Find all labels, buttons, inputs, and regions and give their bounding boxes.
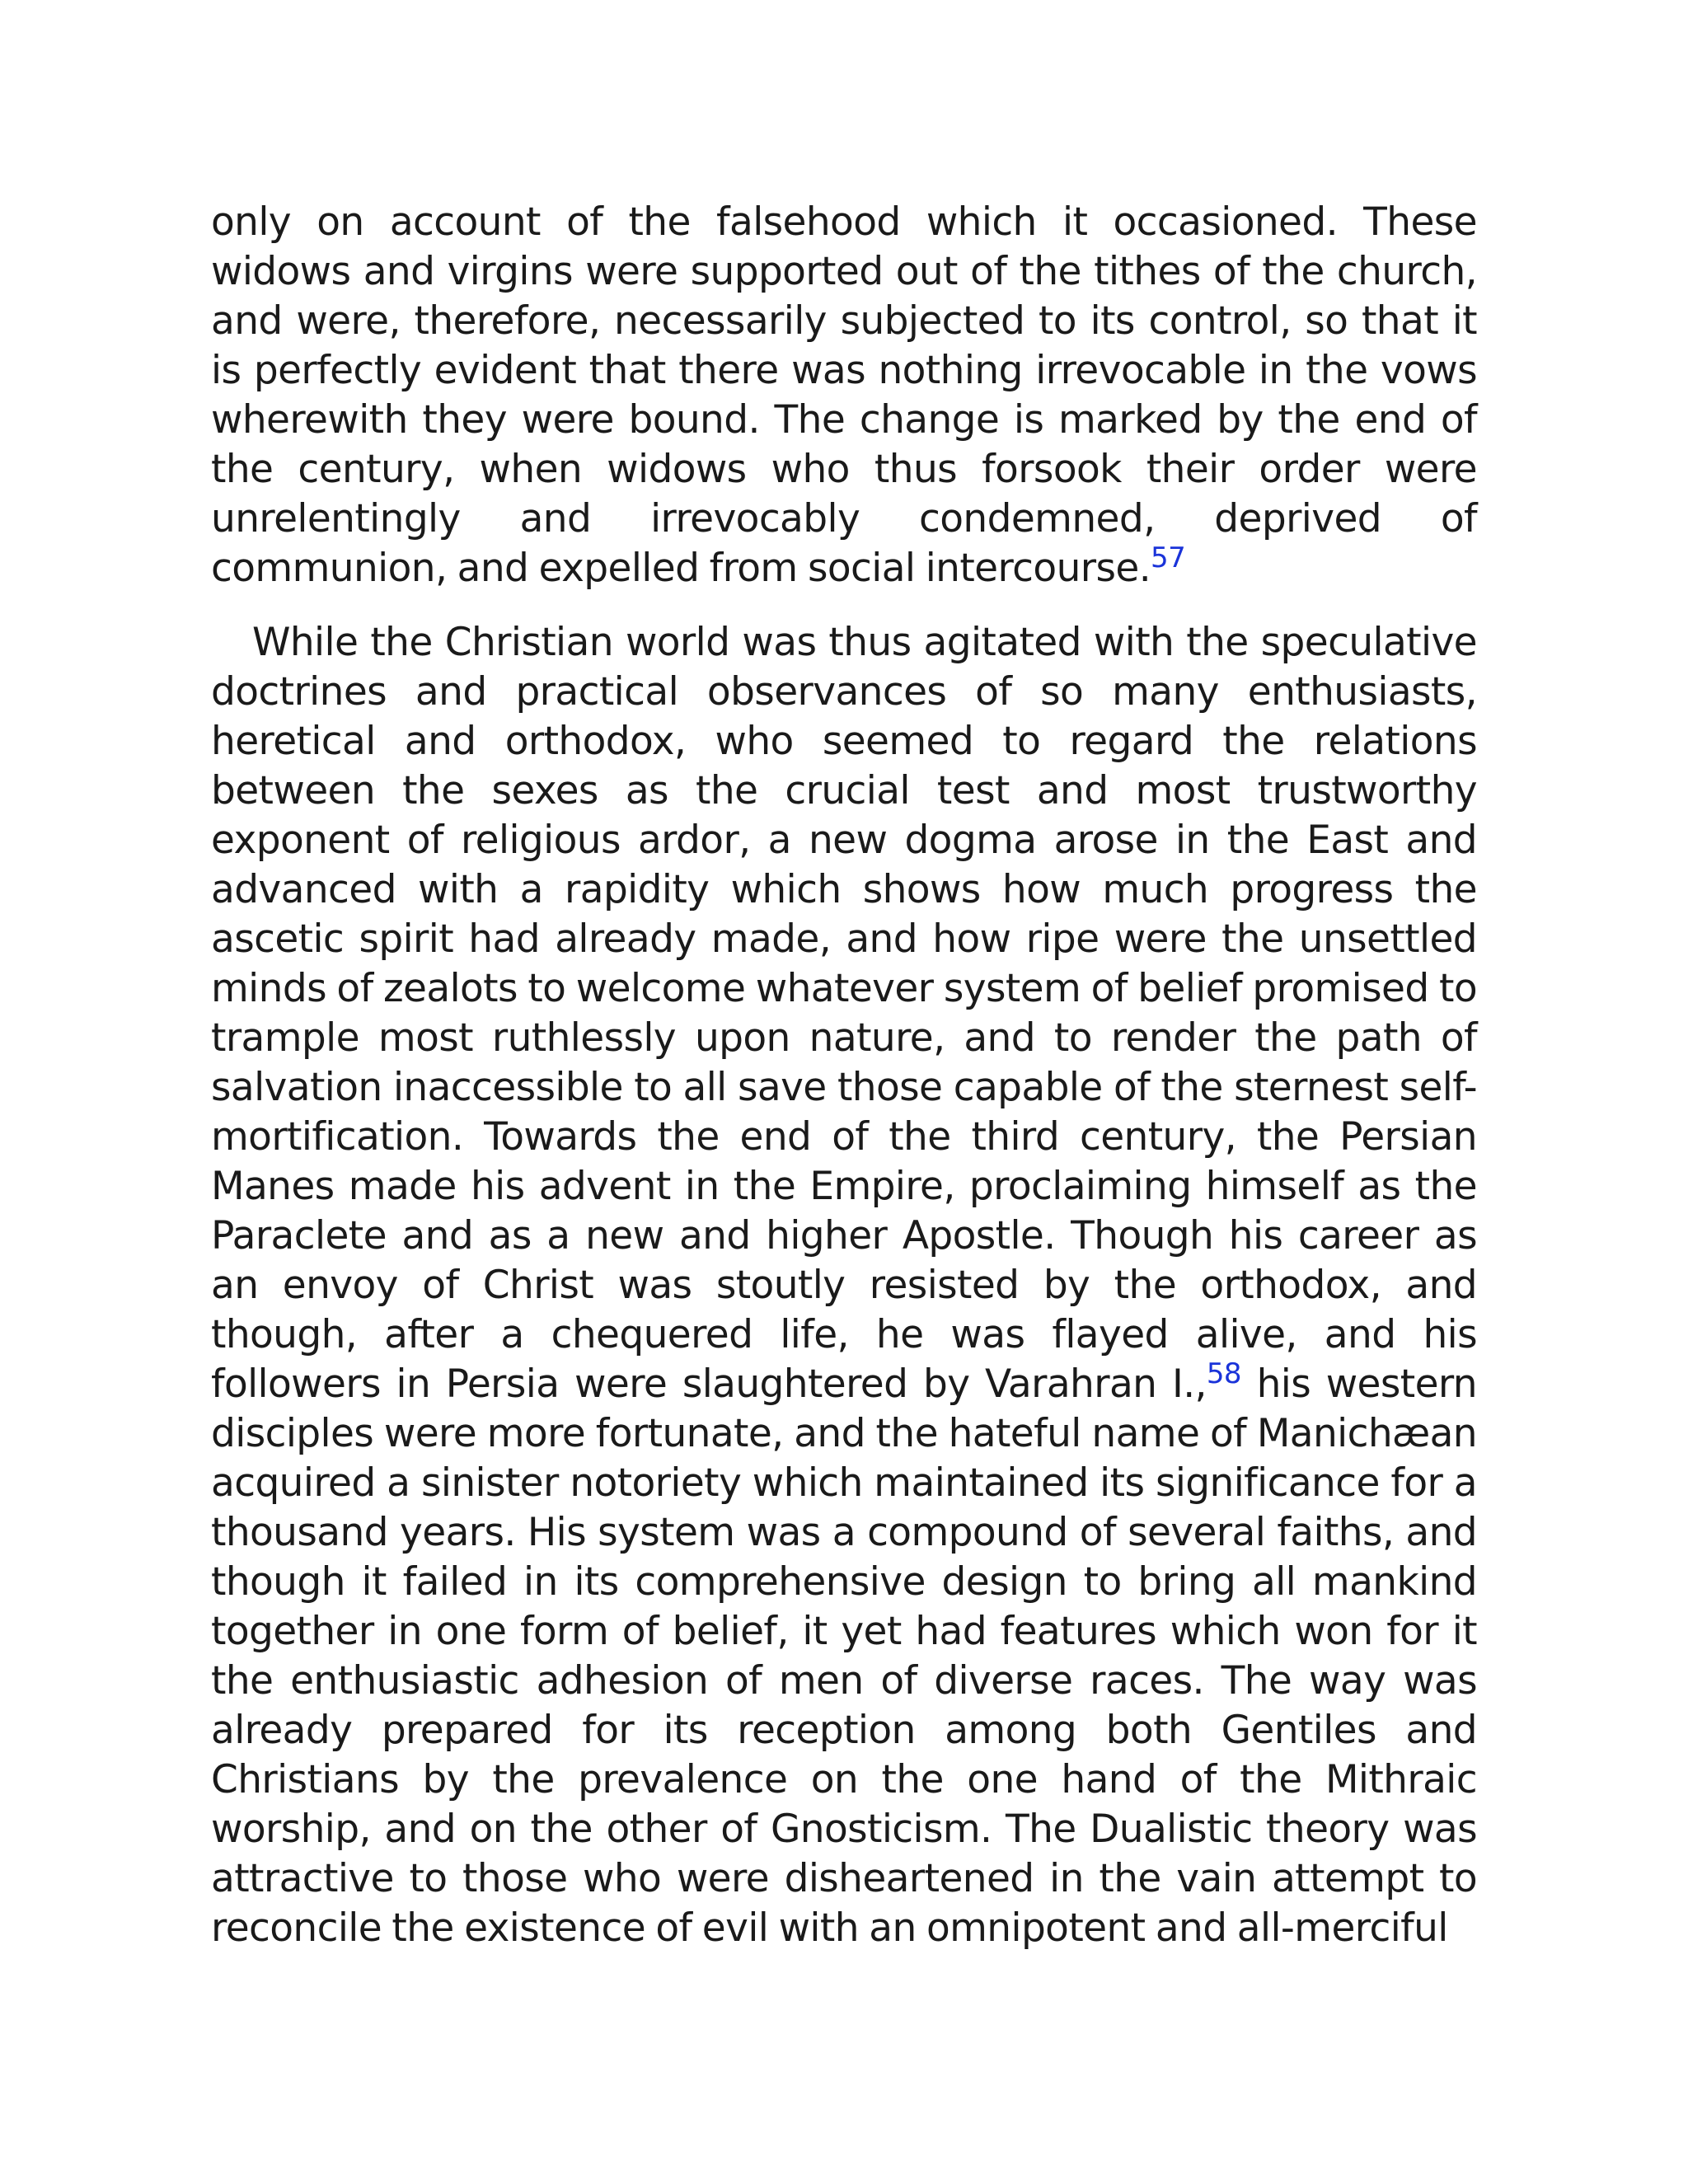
paragraph-1 xyxy=(211,198,1477,593)
page-body xyxy=(211,198,1477,1953)
footnote-link-58[interactable]: 58 xyxy=(1206,1357,1241,1390)
paragraph-text: only on account of the falsehood which it occasioned. These widows and virgins were supported out of the tithes of the church, and were, therefore, necessarily subjected to its control, so that it is perfectly evident that there was nothing irrevocable in the vows wherewith they were bound. The change is marked by the end of the century, when widows who thus forsook their order were unrelentingly and irrevocably condemned, deprived of communion, and expelled from social intercourse. xyxy=(211,199,1477,591)
paragraph-text: While the Christian world was thus agitated with the speculative doctrines and practical observances of so many enthusiasts, heretical and orthodox, who seemed to regard the relations between the sexes as the crucial test and most trustworthy exponent of religious ardor, a new dogma arose in the East and advanced with a rapidity which shows how much progress the ascetic spirit had already made, and how ripe were the unsettled minds of zealots to welcome whatever system of belief promised to trample most ruthlessly upon nature, and to render the path of salvation inaccessible to all save those capable of the sternest self-mortification. Towards the end of the third century, the Persian Manes made his advent in the Empire, proclaiming himself as the Paraclete and as a new and higher Apostle. Though his career as an envoy of Christ was stoutly resisted by the orthodox, and though, after a chequered life, he was flayed alive, and his followers in Persia were slaughtered by Varahran I., xyxy=(211,620,1477,1407)
paragraph-2 xyxy=(211,618,1477,1953)
footnote-link-57[interactable]: 57 xyxy=(1151,541,1186,574)
paragraph-text-continued: his western disciples were more fortunate, and the hateful name of Manichæan acquired a sinister notoriety which maintained its significance for a thousand years. His system was a compound of several faiths, and though it failed in its comprehensive design to bring all mankind together in one form of belief, it yet had features which won for it the enthusiastic adhesion of men of diverse races. The way was already prepared for its reception among both Gentiles and Christians by the prevalence on the one hand of the Mithraic worship, and on the other of Gnosticism. The Dualistic theory was attractive to those who were disheartened in the vain attempt to reconcile the existence of evil with an omnipotent and all-merciful xyxy=(211,1361,1477,1951)
